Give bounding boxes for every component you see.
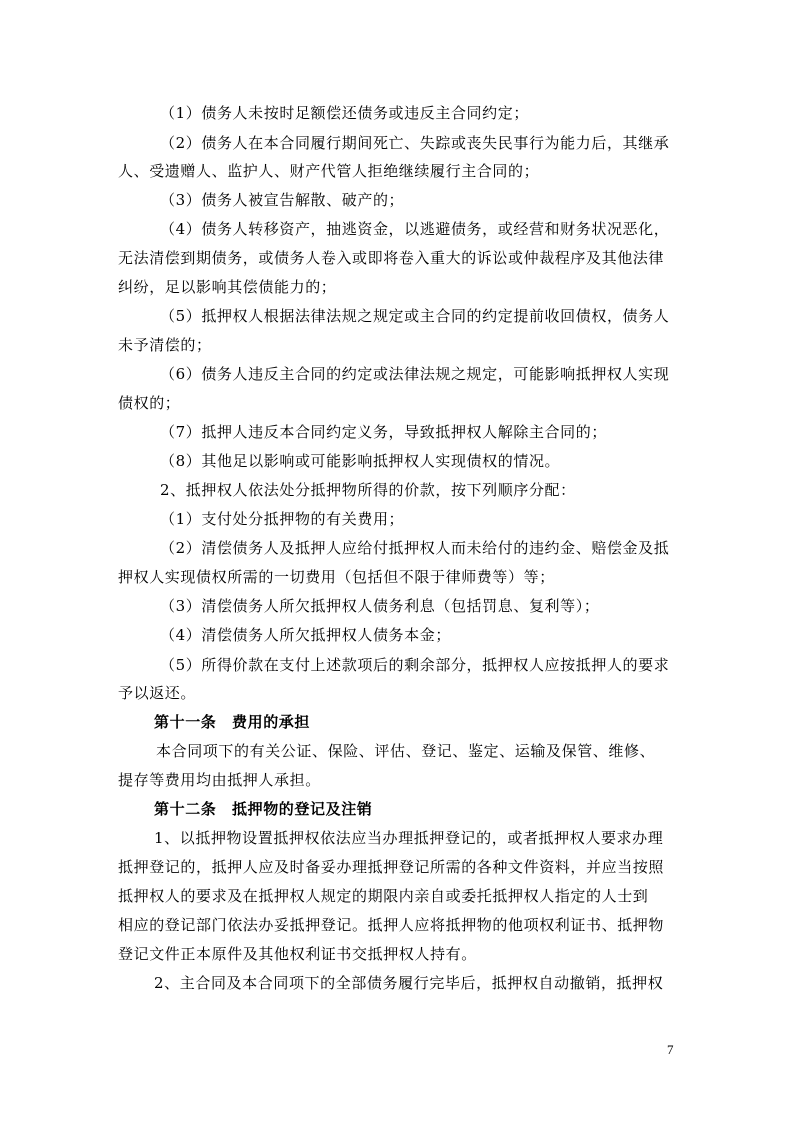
text-line: （4）债务人转移资产，抽逃资金，以逃避债务，或经营和财务状况恶化， bbox=[160, 220, 670, 238]
text-line: 无法清偿到期债务，或债务人卷入或即将卷入重大的诉讼或仲裁程序及其他法律 bbox=[118, 249, 665, 267]
page-number: 7 bbox=[667, 1042, 674, 1057]
text-line: 人、受遗赠人、监护人、财产代管人拒绝继续履行主合同的； bbox=[118, 162, 540, 180]
text-line: 予以返还。 bbox=[118, 684, 197, 702]
text-line: 押权人实现债权所需的一切费用（包括但不限于律师费等）等； bbox=[118, 568, 555, 586]
text-line: （2）债务人在本合同履行期间死亡、失踪或丧失民事行为能力后，其继承 bbox=[160, 134, 670, 152]
text-line: 纠纷，足以影响其偿债能力的； bbox=[118, 278, 337, 296]
text-line: 抵押登记的，抵押人应及时备妥办理抵押登记所需的各种文件资料，并应当按照 bbox=[118, 858, 665, 876]
text-line: 2、主合同及本合同项下的全部债务履行完毕后，抵押权自动撤销，抵押权 bbox=[154, 974, 664, 992]
section-heading: 第十一条 费用的承担 bbox=[154, 713, 311, 731]
text-line: （4）清偿债务人所欠抵押权人债务本金； bbox=[160, 626, 451, 644]
text-line: 相应的登记部门依法办妥抵押登记。抵押人应将抵押物的他项权利证书、抵押物 bbox=[118, 916, 665, 934]
text-line: 登记文件正本原件及其他权利证书交抵押权人持有。 bbox=[118, 945, 477, 963]
text-line: （6）债务人违反主合同的约定或法律法规之规定，可能影响抵押权人实现 bbox=[160, 365, 670, 383]
text-line: 1、以抵押物设置抵押权依法应当办理抵押登记的，或者抵押权人要求办理 bbox=[154, 829, 664, 847]
text-line: 未予清偿的； bbox=[118, 336, 212, 354]
text-line: 债权的； bbox=[118, 394, 181, 412]
text-line: （7）抵押人违反本合同约定义务，导致抵押权人解除主合同的； bbox=[160, 423, 607, 441]
text-line: （5）抵押权人根据法律法规之规定或主合同的约定提前收回债权，债务人 bbox=[160, 307, 670, 325]
section-heading: 第十二条 抵押物的登记及注销 bbox=[154, 800, 373, 818]
text-line: 抵押权人的要求及在抵押权人规定的期限内亲自或委托抵押权人指定的人士到 bbox=[118, 887, 649, 905]
text-line: （3）清偿债务人所欠抵押权人债务利息（包括罚息、复利等）； bbox=[160, 597, 600, 615]
text-line: （8）其他足以影响或可能影响抵押权人实现债权的情况。 bbox=[160, 452, 561, 470]
text-line: 提存等费用均由抵押人承担。 bbox=[118, 771, 321, 789]
text-line: 本合同项下的有关公证、保险、评估、登记、鉴定、运输及保管、维修、 bbox=[156, 742, 656, 760]
text-line: （5）所得价款在支付上述款项后的剩余部分，抵押权人应按抵押人的要求 bbox=[160, 656, 670, 674]
text-line: （1）债务人未按时足额偿还债务或违反主合同约定； bbox=[160, 104, 529, 122]
text-line: （3）债务人被宣告解散、破产的； bbox=[160, 191, 405, 209]
text-line: （2）清偿债务人及抵押人应给付抵押权人而未给付的违约金、赔偿金及抵 bbox=[160, 539, 670, 557]
text-line: 2、抵押权人依法处分抵押物所得的价款，按下列顺序分配： bbox=[160, 481, 576, 499]
text-line: （1）支付处分抵押物的有关费用； bbox=[160, 510, 405, 528]
